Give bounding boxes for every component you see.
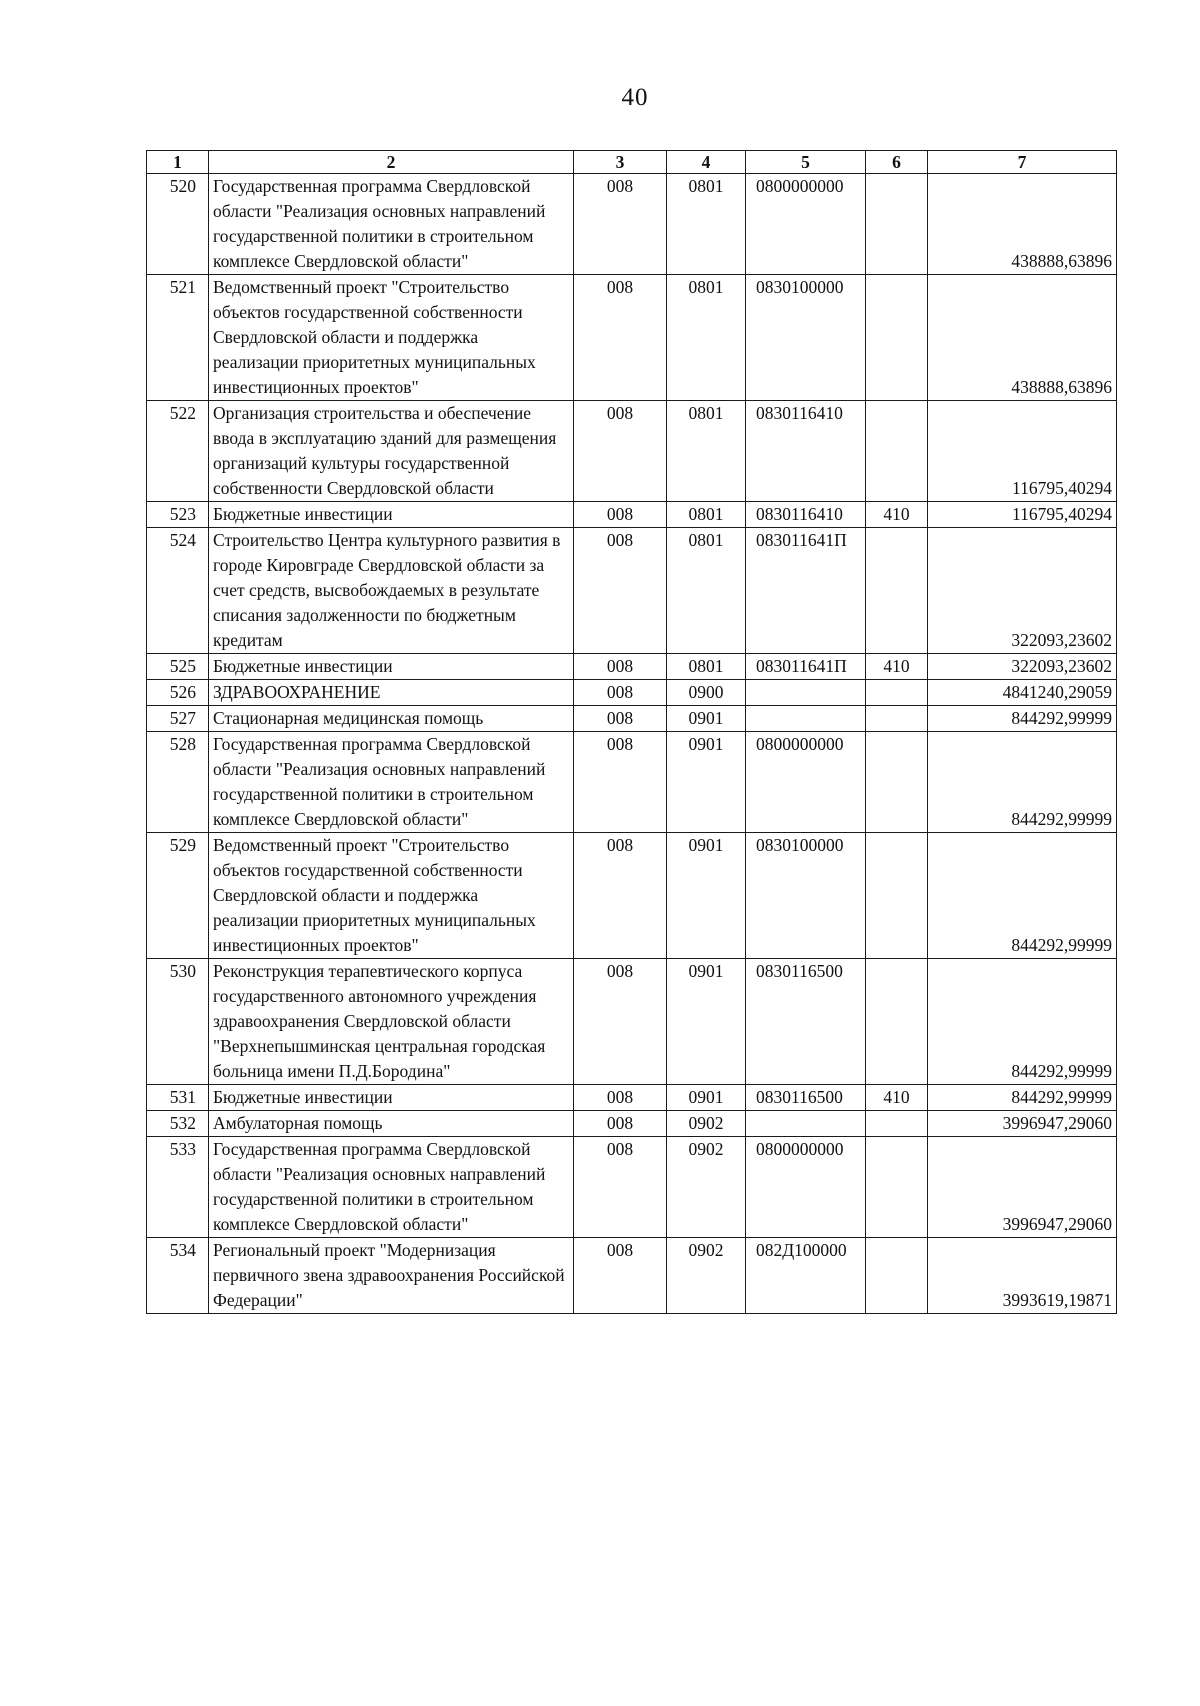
row-expense-type — [866, 1238, 928, 1314]
row-expense-type — [866, 833, 928, 959]
row-department-code: 008 — [574, 1137, 667, 1238]
table-row — [147, 275, 1117, 401]
row-number: 526 — [147, 680, 209, 706]
row-number: 534 — [147, 1238, 209, 1314]
row-target-article: 0800000000 — [746, 732, 866, 833]
row-name: Государственная программа Свердловской области "Реализация основных направлений государственной политики в строительном комплексе Свердловской области" — [209, 732, 574, 833]
table-row — [147, 174, 1117, 275]
table-row — [147, 1111, 1117, 1137]
row-number: 524 — [147, 528, 209, 654]
table-row — [147, 1238, 1117, 1314]
row-department-code: 008 — [574, 680, 667, 706]
row-name: Бюджетные инвестиции — [209, 1085, 574, 1111]
row-name: Ведомственный проект "Строительство объектов государственной собственности Свердловской области и поддержка реализации приоритетных муниципальных инвестиционных проектов" — [209, 275, 574, 401]
row-amount: 116795,40294 — [928, 502, 1117, 528]
row-number: 521 — [147, 275, 209, 401]
row-section-code: 0901 — [667, 833, 746, 959]
row-name: Реконструкция терапевтического корпуса государственного автономного учреждения здравоохранения Свердловской области "Верхнепышминская центральная городская больница имени П.Д.Бородина" — [209, 959, 574, 1085]
row-amount: 844292,99999 — [928, 833, 1117, 959]
row-number: 533 — [147, 1137, 209, 1238]
row-name: ЗДРАВООХРАНЕНИЕ — [209, 680, 574, 706]
row-target-article: 0830100000 — [746, 275, 866, 401]
row-number: 527 — [147, 706, 209, 732]
page-number: 40 — [621, 84, 649, 111]
row-section-code: 0902 — [667, 1137, 746, 1238]
row-section-code: 0901 — [667, 959, 746, 1085]
row-expense-type — [866, 1111, 928, 1137]
row-target-article: 0800000000 — [746, 174, 866, 275]
header-col-4: 4 — [667, 151, 746, 174]
table-row — [147, 401, 1117, 502]
row-target-article: 083011641П — [746, 528, 866, 654]
row-department-code: 008 — [574, 401, 667, 502]
row-expense-type — [866, 706, 928, 732]
row-amount: 322093,23602 — [928, 654, 1117, 680]
row-target-article — [746, 1111, 866, 1137]
row-section-code: 0801 — [667, 401, 746, 502]
row-section-code: 0901 — [667, 732, 746, 833]
row-expense-type — [866, 401, 928, 502]
row-expense-type: 410 — [866, 1085, 928, 1111]
header-col-7: 7 — [928, 151, 1117, 174]
row-number: 531 — [147, 1085, 209, 1111]
row-department-code: 008 — [574, 833, 667, 959]
table-row — [147, 528, 1117, 654]
row-amount: 3993619,19871 — [928, 1238, 1117, 1314]
row-department-code: 008 — [574, 959, 667, 1085]
row-name: Государственная программа Свердловской области "Реализация основных направлений государственной политики в строительном комплексе Свердловской области" — [209, 174, 574, 275]
row-amount: 438888,63896 — [928, 275, 1117, 401]
row-amount: 4841240,29059 — [928, 680, 1117, 706]
row-section-code: 0902 — [667, 1111, 746, 1137]
row-target-article: 0830116500 — [746, 1085, 866, 1111]
header-col-3: 3 — [574, 151, 667, 174]
row-section-code: 0901 — [667, 1085, 746, 1111]
table-body — [147, 174, 1117, 1314]
row-target-article: 082Д100000 — [746, 1238, 866, 1314]
row-department-code: 008 — [574, 732, 667, 833]
header-col-1: 1 — [147, 151, 209, 174]
row-expense-type — [866, 528, 928, 654]
header-col-2: 2 — [209, 151, 574, 174]
row-target-article: 0830116410 — [746, 401, 866, 502]
row-name: Амбулаторная помощь — [209, 1111, 574, 1137]
row-number: 530 — [147, 959, 209, 1085]
row-department-code: 008 — [574, 528, 667, 654]
row-department-code: 008 — [574, 1111, 667, 1137]
table-row — [147, 502, 1117, 528]
row-amount: 116795,40294 — [928, 401, 1117, 502]
row-expense-type — [866, 174, 928, 275]
table-row — [147, 1085, 1117, 1111]
row-amount: 438888,63896 — [928, 174, 1117, 275]
row-expense-type — [866, 275, 928, 401]
row-target-article — [746, 706, 866, 732]
row-target-article — [746, 680, 866, 706]
row-expense-type — [866, 1137, 928, 1238]
row-target-article: 0830116500 — [746, 959, 866, 1085]
row-department-code: 008 — [574, 1085, 667, 1111]
row-department-code: 008 — [574, 706, 667, 732]
row-amount: 3996947,29060 — [928, 1111, 1117, 1137]
row-department-code: 008 — [574, 1238, 667, 1314]
row-name: Региональный проект "Модернизация первичного звена здравоохранения Российской Федерации" — [209, 1238, 574, 1314]
table-row — [147, 680, 1117, 706]
row-number: 522 — [147, 401, 209, 502]
row-expense-type — [866, 680, 928, 706]
row-target-article: 083011641П — [746, 654, 866, 680]
table-row — [147, 1137, 1117, 1238]
row-name: Строительство Центра культурного развития в городе Кировграде Свердловской области за счет средств, высвобождаемых в результате списания задолженности по бюджетным кредитам — [209, 528, 574, 654]
row-target-article: 0830116410 — [746, 502, 866, 528]
budget-table — [146, 150, 1117, 1314]
row-department-code: 008 — [574, 502, 667, 528]
row-amount: 322093,23602 — [928, 528, 1117, 654]
table-row — [147, 706, 1117, 732]
header-col-5: 5 — [746, 151, 866, 174]
table-row — [147, 654, 1117, 680]
row-section-code: 0801 — [667, 502, 746, 528]
row-amount: 844292,99999 — [928, 732, 1117, 833]
row-expense-type: 410 — [866, 502, 928, 528]
row-expense-type — [866, 959, 928, 1085]
row-number: 520 — [147, 174, 209, 275]
table-header-row — [147, 151, 1117, 174]
row-name: Ведомственный проект "Строительство объектов государственной собственности Свердловской области и поддержка реализации приоритетных муниципальных инвестиционных проектов" — [209, 833, 574, 959]
row-department-code: 008 — [574, 654, 667, 680]
row-target-article: 0830100000 — [746, 833, 866, 959]
row-number: 523 — [147, 502, 209, 528]
row-section-code: 0801 — [667, 174, 746, 275]
row-name: Государственная программа Свердловской области "Реализация основных направлений государственной политики в строительном комплексе Свердловской области" — [209, 1137, 574, 1238]
row-name: Бюджетные инвестиции — [209, 502, 574, 528]
table-row — [147, 833, 1117, 959]
row-expense-type: 410 — [866, 654, 928, 680]
row-section-code: 0902 — [667, 1238, 746, 1314]
row-department-code: 008 — [574, 275, 667, 401]
row-amount: 844292,99999 — [928, 1085, 1117, 1111]
row-target-article: 0800000000 — [746, 1137, 866, 1238]
table-row — [147, 732, 1117, 833]
row-name: Организация строительства и обеспечение ввода в эксплуатацию зданий для размещения организаций культуры государственной собственности Свердловской области — [209, 401, 574, 502]
row-number: 525 — [147, 654, 209, 680]
row-name: Стационарная медицинская помощь — [209, 706, 574, 732]
row-amount: 844292,99999 — [928, 959, 1117, 1085]
row-department-code: 008 — [574, 174, 667, 275]
row-section-code: 0801 — [667, 654, 746, 680]
row-section-code: 0901 — [667, 706, 746, 732]
row-section-code: 0900 — [667, 680, 746, 706]
row-section-code: 0801 — [667, 528, 746, 654]
row-name: Бюджетные инвестиции — [209, 654, 574, 680]
row-number: 532 — [147, 1111, 209, 1137]
row-amount: 844292,99999 — [928, 706, 1117, 732]
row-section-code: 0801 — [667, 275, 746, 401]
row-number: 528 — [147, 732, 209, 833]
row-expense-type — [866, 732, 928, 833]
table-row — [147, 959, 1117, 1085]
row-amount: 3996947,29060 — [928, 1137, 1117, 1238]
header-col-6: 6 — [866, 151, 928, 174]
row-number: 529 — [147, 833, 209, 959]
